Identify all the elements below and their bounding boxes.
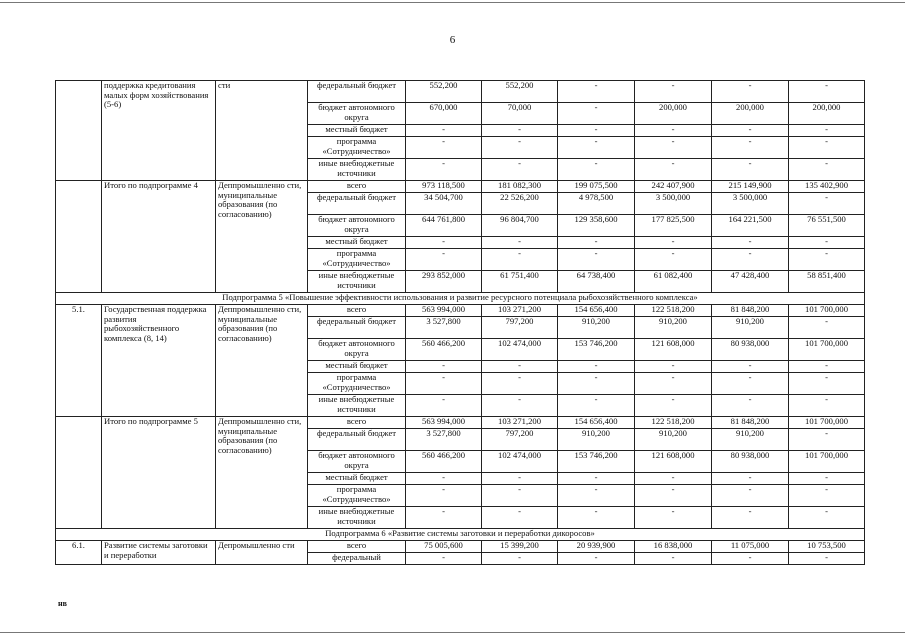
amount-cell: 4 978,500 [558, 193, 635, 215]
amount-cell: - [558, 103, 635, 125]
amount-cell: - [558, 237, 635, 249]
amount-cell: 129 358,600 [558, 215, 635, 237]
amount-cell: - [558, 81, 635, 103]
amount-cell: - [789, 373, 865, 395]
amount-cell: - [712, 137, 789, 159]
funding-source-cell: местный бюджет [308, 125, 406, 137]
amount-cell: 177 825,500 [635, 215, 712, 237]
amount-cell: - [635, 395, 712, 417]
amount-cell: - [406, 125, 482, 137]
measure-name-cell: Развитие системы заготовки и переработки [102, 541, 216, 565]
funding-source-cell: всего [308, 541, 406, 553]
amount-cell: 64 738,400 [558, 271, 635, 293]
amount-cell: - [482, 249, 558, 271]
executor-cell: Деппромышленно сти, муниципальные образования (по согласованию) [216, 305, 308, 417]
amount-cell: 103 271,200 [482, 417, 558, 429]
amount-cell: - [712, 237, 789, 249]
budget-table-body [56, 81, 865, 565]
amount-cell: - [406, 159, 482, 181]
amount-cell: - [482, 553, 558, 565]
amount-cell: 80 938,000 [712, 451, 789, 473]
amount-cell: 11 075,000 [712, 541, 789, 553]
amount-cell: 75 005,600 [406, 541, 482, 553]
amount-cell: 552,200 [482, 81, 558, 103]
amount-cell: - [789, 125, 865, 137]
amount-cell: - [406, 361, 482, 373]
subprogram-header-row [56, 293, 865, 305]
funding-source-cell: программа «Сотрудничество» [308, 249, 406, 271]
measure-name-cell: Итого по подпрограмме 5 [102, 417, 216, 529]
amount-cell: 96 804,700 [482, 215, 558, 237]
amount-cell: 80 938,000 [712, 339, 789, 361]
amount-cell: 563 994,000 [406, 417, 482, 429]
amount-cell: 3 527,800 [406, 317, 482, 339]
page-edge-bottom [0, 632, 905, 633]
amount-cell: 910,200 [558, 429, 635, 451]
amount-cell: 670,000 [406, 103, 482, 125]
amount-cell: - [406, 137, 482, 159]
executor-cell: Депромышленно сти [216, 541, 308, 565]
amount-cell: - [789, 507, 865, 529]
amount-cell: - [789, 137, 865, 159]
funding-source-cell: федеральный бюджет [308, 429, 406, 451]
amount-cell: - [635, 81, 712, 103]
amount-cell: - [482, 373, 558, 395]
amount-cell: - [789, 361, 865, 373]
amount-cell: - [406, 373, 482, 395]
amount-cell: 153 746,200 [558, 451, 635, 473]
table-row [56, 305, 865, 317]
amount-cell: - [789, 193, 865, 215]
amount-cell: - [558, 507, 635, 529]
amount-cell: 644 761,800 [406, 215, 482, 237]
page-edge-top [0, 2, 905, 3]
funding-source-cell: иные внебюджетные источники [308, 159, 406, 181]
amount-cell: 242 407,900 [635, 181, 712, 193]
amount-cell: 34 504,700 [406, 193, 482, 215]
amount-cell: - [406, 485, 482, 507]
amount-cell: 154 656,400 [558, 417, 635, 429]
amount-cell: 101 700,000 [789, 339, 865, 361]
amount-cell: - [635, 553, 712, 565]
amount-cell: 47 428,400 [712, 271, 789, 293]
funding-source-cell: всего [308, 181, 406, 193]
amount-cell: 164 221,500 [712, 215, 789, 237]
funding-source-cell: бюджет автономного округа [308, 215, 406, 237]
amount-cell: 102 474,000 [482, 339, 558, 361]
amount-cell: 3 527,800 [406, 429, 482, 451]
amount-cell: 910,200 [712, 429, 789, 451]
amount-cell: 70,000 [482, 103, 558, 125]
amount-cell: 16 838,000 [635, 541, 712, 553]
amount-cell: - [406, 237, 482, 249]
footer-tag: нв [58, 599, 67, 608]
amount-cell: - [635, 249, 712, 271]
subprogram-header-row [56, 529, 865, 541]
page-number: 6 [449, 34, 456, 46]
amount-cell: 61 082,400 [635, 271, 712, 293]
amount-cell: - [789, 237, 865, 249]
funding-source-cell: местный бюджет [308, 237, 406, 249]
amount-cell: - [712, 373, 789, 395]
amount-cell: - [635, 373, 712, 395]
amount-cell: - [712, 553, 789, 565]
amount-cell: - [712, 159, 789, 181]
table-row [56, 81, 865, 103]
amount-cell: 101 700,000 [789, 305, 865, 317]
item-number-cell [56, 181, 102, 293]
amount-cell: 122 518,200 [635, 305, 712, 317]
amount-cell: - [558, 553, 635, 565]
amount-cell: - [712, 249, 789, 271]
executor-cell: Деппромышленно сти, муниципальные образования (по согласованию) [216, 417, 308, 529]
budget-table [55, 80, 865, 565]
funding-source-cell: бюджет автономного округа [308, 103, 406, 125]
amount-cell: - [482, 159, 558, 181]
amount-cell: - [712, 361, 789, 373]
amount-cell: 81 848,200 [712, 417, 789, 429]
amount-cell: 910,200 [558, 317, 635, 339]
funding-source-cell: федеральный бюджет [308, 193, 406, 215]
item-number-cell [56, 417, 102, 529]
amount-cell: 101 700,000 [789, 417, 865, 429]
amount-cell: 121 608,000 [635, 339, 712, 361]
funding-source-cell: всего [308, 417, 406, 429]
funding-source-cell: иные внебюджетные источники [308, 395, 406, 417]
amount-cell: - [482, 137, 558, 159]
amount-cell: - [482, 395, 558, 417]
amount-cell: - [789, 159, 865, 181]
amount-cell: 58 851,400 [789, 271, 865, 293]
amount-cell: - [482, 507, 558, 529]
amount-cell: 61 751,400 [482, 271, 558, 293]
funding-source-cell: бюджет автономного округа [308, 451, 406, 473]
amount-cell: 200,000 [789, 103, 865, 125]
amount-cell: 973 118,500 [406, 181, 482, 193]
funding-source-cell: федеральный бюджет [308, 81, 406, 103]
measure-name-cell: поддержка кредитования малых форм хозяйствования (5-6) [102, 81, 216, 181]
funding-source-cell: программа «Сотрудничество» [308, 485, 406, 507]
amount-cell: - [635, 507, 712, 529]
amount-cell: 81 848,200 [712, 305, 789, 317]
measure-name-cell: Итого по подпрограмме 4 [102, 181, 216, 293]
amount-cell: 910,200 [712, 317, 789, 339]
amount-cell: 797,200 [482, 429, 558, 451]
amount-cell: - [482, 237, 558, 249]
amount-cell: - [789, 81, 865, 103]
amount-cell: 200,000 [635, 103, 712, 125]
amount-cell: 103 271,200 [482, 305, 558, 317]
amount-cell: 560 466,200 [406, 339, 482, 361]
subprogram-title: Подпрограмма 6 «Развитие системы заготовки и переработки дикоросов» [56, 529, 865, 541]
amount-cell: - [558, 137, 635, 159]
item-number-cell: 6.1. [56, 541, 102, 565]
executor-cell: Деппромышленно сти, муниципальные образования (по согласованию) [216, 181, 308, 293]
amount-cell: - [558, 249, 635, 271]
amount-cell: - [558, 125, 635, 137]
amount-cell: 3 500,000 [712, 193, 789, 215]
funding-source-cell: программа «Сотрудничество» [308, 373, 406, 395]
amount-cell: - [712, 395, 789, 417]
amount-cell: 293 852,000 [406, 271, 482, 293]
amount-cell: - [482, 361, 558, 373]
amount-cell: 200,000 [712, 103, 789, 125]
funding-source-cell: программа «Сотрудничество» [308, 137, 406, 159]
amount-cell: 20 939,900 [558, 541, 635, 553]
amount-cell: - [712, 125, 789, 137]
amount-cell: - [789, 395, 865, 417]
amount-cell: - [406, 473, 482, 485]
amount-cell: - [635, 473, 712, 485]
amount-cell: - [712, 473, 789, 485]
item-number-cell [56, 81, 102, 181]
table-row [56, 541, 865, 553]
amount-cell: 552,200 [406, 81, 482, 103]
funding-source-cell: всего [308, 305, 406, 317]
amount-cell: 122 518,200 [635, 417, 712, 429]
measure-name-cell: Государственная поддержка развития рыбохозяйственного комплекса (8, 14) [102, 305, 216, 417]
amount-cell: 181 082,300 [482, 181, 558, 193]
amount-cell: - [635, 137, 712, 159]
amount-cell: - [558, 485, 635, 507]
amount-cell: - [635, 237, 712, 249]
amount-cell: 560 466,200 [406, 451, 482, 473]
executor-cell: сти [216, 81, 308, 181]
funding-source-cell: бюджет автономного округа [308, 339, 406, 361]
funding-source-cell: местный бюджет [308, 473, 406, 485]
amount-cell: - [712, 81, 789, 103]
amount-cell: - [635, 485, 712, 507]
amount-cell: 215 149,900 [712, 181, 789, 193]
amount-cell: - [789, 473, 865, 485]
amount-cell: - [789, 553, 865, 565]
amount-cell: 102 474,000 [482, 451, 558, 473]
amount-cell: - [789, 429, 865, 451]
amount-cell: - [558, 159, 635, 181]
amount-cell: - [635, 125, 712, 137]
amount-cell: - [789, 317, 865, 339]
amount-cell: 910,200 [635, 317, 712, 339]
amount-cell: - [712, 485, 789, 507]
amount-cell: - [406, 249, 482, 271]
amount-cell: - [558, 395, 635, 417]
amount-cell: - [482, 473, 558, 485]
amount-cell: 15 399,200 [482, 541, 558, 553]
funding-source-cell: федеральный [308, 553, 406, 565]
amount-cell: 154 656,400 [558, 305, 635, 317]
funding-source-cell: иные внебюджетные источники [308, 507, 406, 529]
amount-cell: 153 746,200 [558, 339, 635, 361]
item-number-cell: 5.1. [56, 305, 102, 417]
amount-cell: 22 526,200 [482, 193, 558, 215]
amount-cell: 797,200 [482, 317, 558, 339]
amount-cell: - [406, 553, 482, 565]
amount-cell: 3 500,000 [635, 193, 712, 215]
amount-cell: - [635, 159, 712, 181]
table-row [56, 417, 865, 429]
amount-cell: - [406, 507, 482, 529]
amount-cell: - [558, 373, 635, 395]
amount-cell: - [789, 485, 865, 507]
amount-cell: - [558, 473, 635, 485]
table-row [56, 181, 865, 193]
amount-cell: 910,200 [635, 429, 712, 451]
amount-cell: - [789, 249, 865, 271]
amount-cell: - [635, 361, 712, 373]
amount-cell: 101 700,000 [789, 451, 865, 473]
funding-source-cell: иные внебюджетные источники [308, 271, 406, 293]
amount-cell: - [712, 507, 789, 529]
amount-cell: - [558, 361, 635, 373]
amount-cell: 76 551,500 [789, 215, 865, 237]
amount-cell: - [482, 485, 558, 507]
subprogram-title: Подпрограмма 5 «Повышение эффективности использования и развитие ресурсного потенциала рыбохозяйственного комплекса» [56, 293, 865, 305]
amount-cell: 121 608,000 [635, 451, 712, 473]
funding-source-cell: федеральный бюджет [308, 317, 406, 339]
amount-cell: 135 402,900 [789, 181, 865, 193]
amount-cell: 199 075,500 [558, 181, 635, 193]
funding-source-cell: местный бюджет [308, 361, 406, 373]
amount-cell: - [406, 395, 482, 417]
amount-cell: 563 994,000 [406, 305, 482, 317]
amount-cell: 10 753,500 [789, 541, 865, 553]
amount-cell: - [482, 125, 558, 137]
